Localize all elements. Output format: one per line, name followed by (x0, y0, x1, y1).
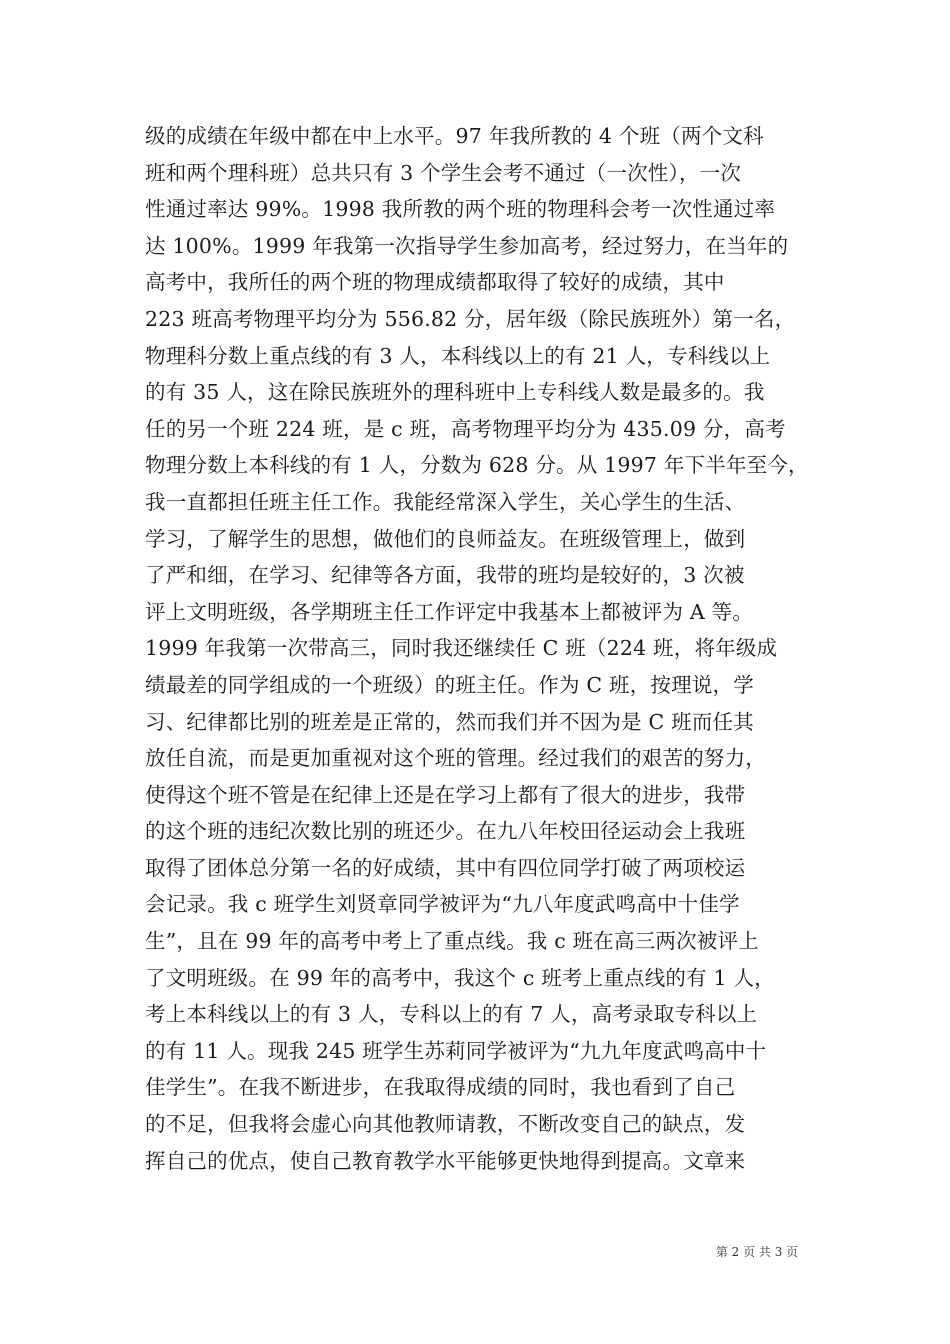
text-line: 佳学生”。在我不断进步，在我取得成绩的同时，我也看到了自己 (145, 1075, 736, 1100)
text-line: 223 班高考物理平均分为 556.82 分，居年级（除民族班外）第一名， (145, 306, 796, 331)
text-line: 评上文明班级，各学期班主任工作评定中我基本上都被评为 A 等。 (145, 599, 754, 624)
text-line: 会记录。我 c 班学生刘贤章同学被评为“九八年度武鸣高中十佳学 (145, 892, 740, 917)
text-line: 了文明班级。在 99 年的高考中，我这个 c 班考上重点线的有 1 人， (145, 965, 775, 990)
text-line: 的这个班的违纪次数比别的班还少。在九八年校田径运动会上我班 (145, 819, 746, 844)
body-text (145, 118, 815, 1179)
text-line: 物理科分数上重点线的有 3 人，本科线以上的有 21 人，专科线以上 (145, 343, 771, 368)
text-line: 生”，且在 99 年的高考中考上了重点线。我 c 班在高三两次被评上 (145, 929, 759, 954)
text-line: 的有 35 人，这在除民族班外的理科班中上专科线人数是最多的。我 (145, 380, 765, 405)
text-line: 学习，了解学生的思想，做他们的良师益友。在班级管理上，做到 (145, 526, 746, 551)
text-line: 了严和细，在学习、纪律等各方面，我带的班均是较好的，3 次被 (145, 563, 745, 588)
text-line: 物理分数上本科线的有 1 人，分数为 628 分。从 1997 年下半年至今， (145, 453, 809, 478)
text-line: 高考中，我所任的两个班的物理成绩都取得了较好的成绩，其中 (145, 270, 725, 295)
text-line: 我一直都担任班主任工作。我能经常深入学生，关心学生的生活、 (145, 489, 746, 514)
page-number: 第 2 页 共 3 页 (715, 1245, 799, 1259)
text-line: 习、纪律都比别的班差是正常的，然而我们并不因为是 C 班而任其 (145, 709, 754, 734)
text-line: 班和两个理科班）总共只有 3 个学生会考不通过（一次性），一次 (145, 160, 742, 185)
text-line: 级的成绩在年级中都在中上水平。97 年我所教的 4 个班（两个文科 (145, 124, 764, 148)
text-line: 的有 11 人。现我 245 班学生苏莉同学被评为“九九年度武鸣高中十 (145, 1038, 767, 1063)
text-line: 挥自己的优点，使自己教育教学水平能够更快地得到提高。文章来 (145, 1148, 746, 1173)
text-line: 取得了团体总分第一名的好成绩，其中有四位同学打破了两项校运 (145, 855, 746, 880)
text-line: 的不足，但我将会虚心向其他教师请教，不断改变自己的缺点，发 (145, 1112, 746, 1137)
text-line: 使得这个班不管是在纪律上还是在学习上都有了很大的进步，我带 (145, 782, 746, 807)
text-line: 1999 年我第一次带高三，同时我还继续任 C 班（224 班，将年级成 (145, 636, 778, 661)
text-line: 考上本科线以上的有 3 人，专科以上的有 7 人，高考录取专科以上 (145, 1002, 758, 1027)
text-line: 达 100%。1999 年我第一次指导学生参加高考，经过努力，在当年的 (145, 233, 789, 258)
text-line: 性通过率达 99%。1998 我所教的两个班的物理科会考一次性通过率 (145, 197, 776, 222)
text-line: 绩最差的同学组成的一个班级）的班主任。作为 C 班，按理说，学 (145, 672, 754, 697)
page-footer (0, 1243, 950, 1260)
text-line: 任的另一个班 224 班，是 c 班，高考物理平均分为 435.09 分，高考 (145, 416, 786, 441)
text-line: 放任自流，而是更加重视对这个班的管理。经过我们的艰苦的努力， (145, 746, 766, 771)
